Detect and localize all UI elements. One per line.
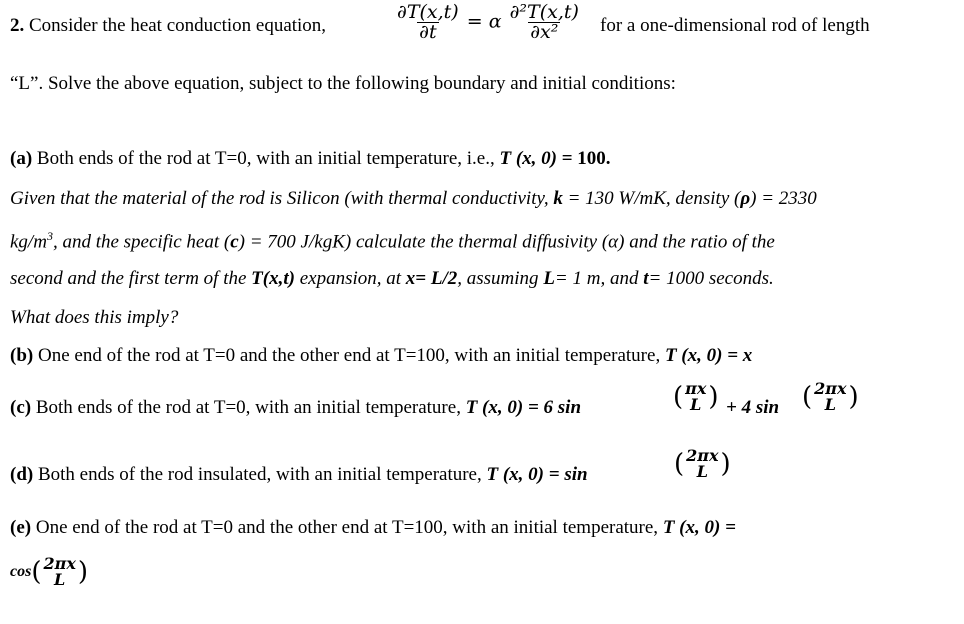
eq-lhs-fraction: $\frac{\partial T(x,t)}{\partial t}$ [397,1,459,43]
part-c-plus: + 4 sin [726,397,780,418]
part-e-label: (e) [10,517,32,538]
part-b: (b) One end of the rod at T=0 and the other end at T=100, with an initial temperature, T (x, 0) = x [10,345,753,366]
part-a-line-5: What does this imply? [10,307,179,328]
part-c: (c) Both ends of the rod at T=0, with an initial temperature, T (x, 0) = 6 sin [10,397,582,418]
part-d-label: (d) [10,464,34,485]
question-number: 2. [10,15,25,36]
intro-line-1 [10,16,326,35]
part-e-cos-term: cos( 2πx L ) [10,554,89,589]
part-d: (d) Both ends of the rod insulated, with an initial temperature, T (x, 0) = sin [10,464,588,485]
part-b-label: (b) [10,345,34,366]
intro-tail: for a one-dimensional rod of length [600,15,870,36]
heat-equation [395,3,581,42]
part-d-fraction: ( 2πx L ) [674,446,731,481]
part-a-line-4: second and the first term of the T(x,t) expansion, at x= L/2, assuming L= 1 m, and t= 1000 seconds. [10,268,774,289]
intro-text: Consider the heat conduction equation, [24,15,327,36]
part-e: (e) One end of the rod at T=0 and the other end at T=100, with an initial temperature, T (x, 0) = [10,517,736,538]
part-c-fraction-1: ( πx L ) [673,379,719,414]
part-c-label: (c) [10,397,32,418]
eq-rhs-fraction: $\frac{\text{∂²T(x,t)}}{\text{∂x²}}$ [509,1,579,43]
eq-equals: = α [466,10,502,33]
intro-line-2: “L”. Solve the above equation, subject to the following boundary and initial conditions: [10,73,676,94]
part-c-fraction-2: ( 2πx L ) [802,379,859,414]
part-a-line-1: (a) Both ends of the rod at T=0, with an initial temperature, i.e., T (x, 0) = 100. [10,148,611,169]
part-a-line-2: Given that the material of the rod is Silicon (with thermal conductivity, k = 130 W/mK, density (ρ) = 2330 [10,188,817,209]
part-a-label: (a) [10,148,33,169]
part-a-line-3: $kg/m^3$, and the specific heat (c) = 700 J/kgK) calculate the thermal diffusivity (α) and the ratio of the [10,229,775,253]
